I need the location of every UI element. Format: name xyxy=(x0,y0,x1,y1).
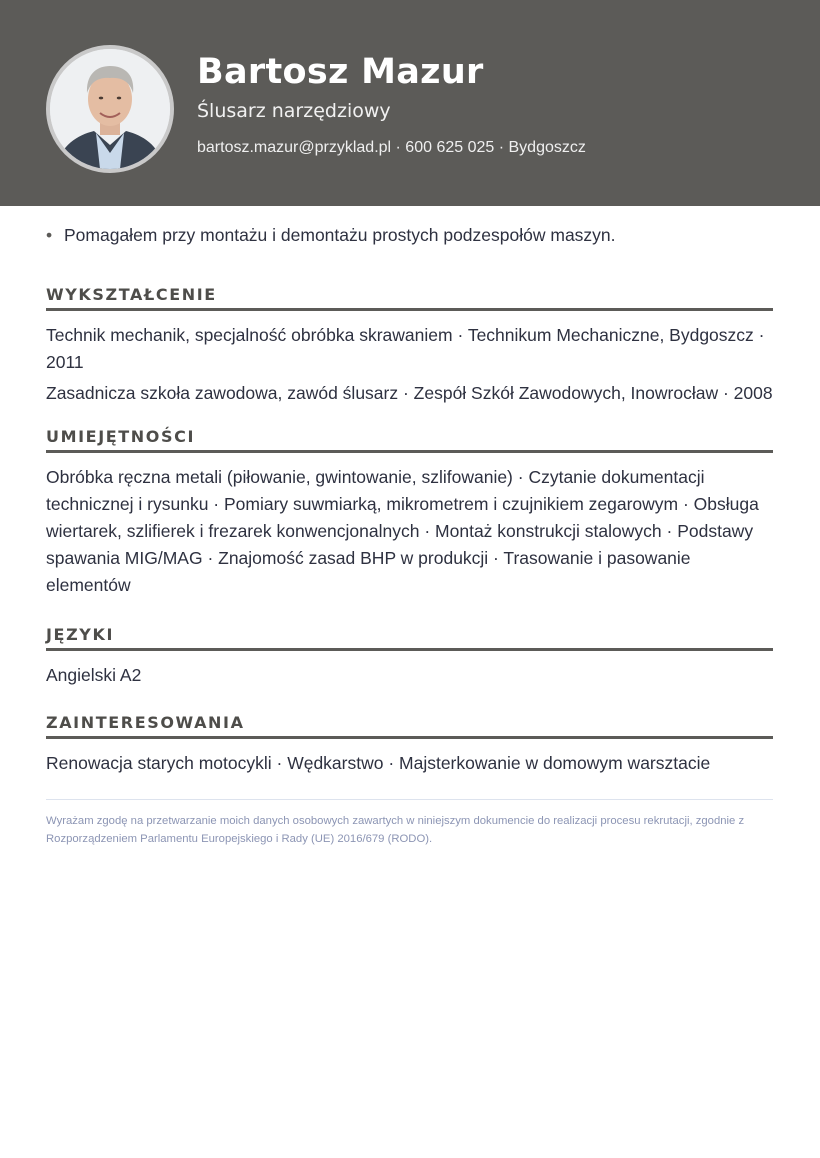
experience-bullet: • Pomagałem przy montażu i demontażu prostych podzespołów maszyn. xyxy=(46,222,773,249)
candidate-name: Bartosz Mazur xyxy=(197,52,484,92)
skills-list: Obróbka ręczna metali (piłowanie, gwintowanie, szlifowanie) · Czytanie dokumentacji technicznej i rysunku · Pomiary suwmiarką, mikrometrem i czujnikiem zegarowym · Obsługa wiertarek, szlifierek i frezarek konwencjonalnych · Montaż konstrukcji stalowych · Podstawy spawania MIG/MAG · Znajomość zasad BHP w produkcji · Trasowanie i pasowanie elementów xyxy=(46,467,759,595)
contact-line[interactable]: bartosz.mazur@przyklad.pl · 600 625 025 · Bydgoszcz xyxy=(197,139,586,156)
resume-body xyxy=(46,222,773,848)
education-item: Technik mechanik, specjalność obróbka skrawaniem · Technikum Mechaniczne, Bydgoszcz · 2011 xyxy=(46,325,765,372)
resume-header xyxy=(0,0,820,206)
section-title-skills: UMIEJĘTNOŚCI xyxy=(46,427,773,453)
education-item: Zasadnicza szkoła zawodowa, zawód ślusarz · Zespół Szkół Zawodowych, Inowrocław · 2008 xyxy=(46,383,773,403)
section-title-languages: JĘZYKI xyxy=(46,625,773,651)
interests-section xyxy=(46,713,773,777)
interests-list: Renowacja starych motocykli · Wędkarstwo · Majsterkowanie w domowym warsztacie xyxy=(46,753,711,773)
education-section xyxy=(46,285,773,407)
footer-divider xyxy=(46,799,773,800)
languages-list: Angielski A2 xyxy=(46,665,142,685)
languages-section xyxy=(46,625,773,689)
profile-photo xyxy=(46,45,174,173)
job-title: Ślusarz narzędziowy xyxy=(197,100,391,122)
skills-section xyxy=(46,427,773,599)
portrait-photo-icon xyxy=(50,49,170,169)
section-title-interests: ZAINTERESOWANIA xyxy=(46,713,773,739)
gdpr-clause: Wyrażam zgodę na przetwarzanie moich danych osobowych zawartych w niniejszym dokumencie do realizacji procesu rekrutacji, zgodnie z Rozporządzeniem Parlamentu Europejskiego i Rady (UE) 2016/679 (RODO). xyxy=(46,815,745,845)
experience-bullet-list xyxy=(46,222,773,249)
section-title-education: WYKSZTAŁCENIE xyxy=(46,285,773,311)
